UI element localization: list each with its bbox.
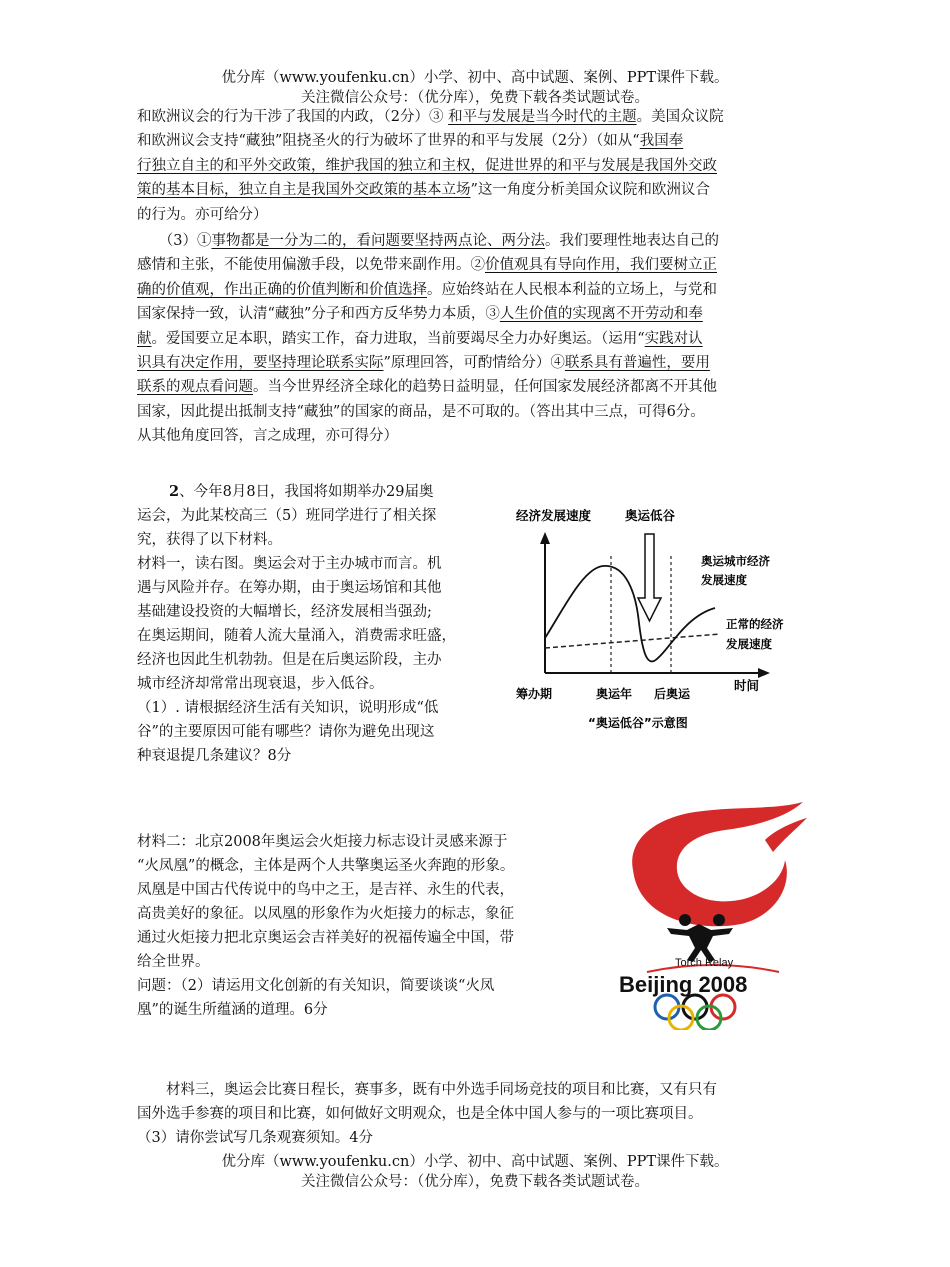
normal-label-line-2: 发展速度: [726, 637, 772, 651]
curve-label-line-1: 奥运城市经济: [701, 554, 770, 568]
valley-label: 奥运低谷: [625, 508, 676, 523]
diagram-caption: “奥运低谷”示意图: [588, 716, 688, 730]
text-line: [137, 229, 719, 253]
text-run: 和欧洲议会的行为干涉了我国的内政，（2分）③: [137, 109, 449, 125]
question-2-line: 2、今年8月8日，我国将如期举办29届奥: [169, 483, 434, 500]
underlined-key-point: 策的基本目标，独立自主是我国外交政策的基本立场: [137, 182, 471, 199]
olympic-valley-diagram: [508, 498, 808, 738]
page-header-top: [0, 68, 950, 108]
text-line: [137, 375, 719, 399]
underlined-key-point: 人生价值的实现离不开劳动和奉: [499, 306, 703, 323]
tick-label-olympic-year: 奥运年: [596, 687, 633, 701]
text-run: 。爱国要立足本职，踏实工作，奋力进取，当前要竭尽全力办好奥运。（运用“: [151, 330, 645, 347]
text-line: [137, 424, 719, 448]
text-line: [137, 253, 719, 277]
text-run: 从其他角度回答，言之成理，亦可得分）: [137, 428, 398, 445]
text-line: [137, 129, 724, 153]
text-line: [137, 351, 719, 375]
underlined-key-point: 联系的观点看问题: [137, 379, 253, 396]
text-run: 。当今世界经济全球化的趋势日益明显，任何国家发展经济都离不开其他: [253, 379, 717, 396]
text-run: 国家，因此提出抵制支持“藏独”的国家的商品，是不可取的。（答出其中三点，可得6分。: [137, 403, 705, 420]
underlined-key-point: 献: [137, 330, 152, 347]
tick-label-preparation: 筹办期: [516, 687, 553, 701]
page-footer: [0, 1152, 950, 1192]
beijing-2008-wordmark: Beijing 2008: [619, 972, 748, 997]
text-line: [137, 278, 719, 302]
text-line: [137, 203, 724, 227]
underlined-key-point: 识具有决定作用，要坚持理论联系实际: [137, 354, 384, 371]
text-line: [137, 178, 724, 202]
underlined-key-point: 事物都是一分为二的，看问题要坚持两点论、两分法: [211, 233, 545, 249]
text-line: [137, 105, 724, 129]
torch-relay-wordmark: Torch Relay: [675, 957, 734, 969]
header-line-2: 关注微信公众号：（优分库），免费下载各类试题试卷。: [301, 90, 649, 106]
text-run: ”这一角度分析美国众议院和欧洲议合: [470, 182, 710, 199]
olympic-rings-icon: [655, 995, 735, 1030]
y-axis-label: 经济发展速度: [516, 508, 592, 523]
text-run: 的行为。亦可给分）: [137, 206, 268, 223]
question-2: 2、今年8月8日，我国将如期举办29届奥 运会，为此某校高三（5）班同学进行了相关探 究，获得了以下材料。 材料一，读右图。奥运会对于主办城市而言。机 遇与风险并存。在筹办期，由于奥运场馆和其他 基础建设投资的大幅增长，经济发展相当强劲; 在奥运期间，随着人流大量涌入，消费需求旺盛， 经济也因此生机勃勃。但是在后奥运阶段，主办 城市经济却常常出现衰退，步入低谷。 （1）. 请根据经济生活有关知识，说明形成“低 谷”的主要原因可能有哪些？请你为避免出现这 种衰退提几条建议？8分: [137, 480, 507, 768]
text-run: （3）①: [137, 233, 212, 249]
header-line-1: 优分库（www.youfenku.cn）小学、初中、高中试题、案例、PPT课件下载。: [221, 70, 729, 86]
underlined-key-point: 联系具有普遍性，要用: [564, 354, 710, 371]
underlined-key-point: 行独立自主的和平外交政策，维护我国的独立和主权，促进世界的和平与发展是我国外交政: [137, 157, 717, 174]
footer-line-1: 优分库（www.youfenku.cn）小学、初中、高中试题、案例、PPT课件下载。: [221, 1154, 729, 1170]
text-line: [137, 400, 719, 424]
text-run: 。应始终站在人民根本利益的立场上，与党和: [427, 281, 717, 298]
tick-label-post-olympic: 后奥运: [654, 687, 691, 701]
curve-label-line-2: 发展速度: [701, 573, 747, 587]
text-line: [137, 327, 719, 351]
underlined-key-point: 价值观具有导向作用，我们要树立正: [485, 257, 717, 274]
underlined-key-point: 和平与发展是当今时代的主题: [448, 109, 637, 125]
text-run: 。我们要理性地表达自己的: [544, 233, 719, 249]
answer-continuation: [137, 105, 724, 227]
answer-point-3: [137, 229, 719, 449]
material-2: 材料二：北京2008年奥运会火炬接力标志设计灵感来源于 “火凤凰”的概念，主体是两个人共擎奥运圣火奔跑的形象。 凤凰是中国古代传说中的鸟中之王，是吉祥、永生的代表， 高贵美好的象征。以凤凰的形象作为火炬接力的标志，象征 通过火炬接力把北京奥运会吉祥美好的祝福传遍全中国，带 给全世界。 问题：（2）请运用文化创新的有关知识，简要谈谈“火凤 凰”的诞生所蕴涵的道理。6分: [137, 834, 515, 1018]
question-number: 2: [169, 483, 180, 500]
text-run: 国家保持一致，认清“藏独”分子和西方反华势力本质，③: [137, 306, 500, 323]
flame-tip-icon: [765, 818, 807, 852]
text-line: [137, 302, 719, 326]
normal-label-line-1: 正常的经济: [726, 617, 784, 631]
text-line: [137, 154, 724, 178]
text-run: 。美国众议院: [636, 109, 724, 125]
material-3: 材料三，奥运会比赛日程长，赛事多，既有中外选手同场竞技的项目和比赛，又有只有 国外选手参赛的项目和比赛，如何做好文明观众，也是全体中国人参与的一项比赛项目。 （3）请你尝试写几条观赛须知。4分: [137, 1082, 717, 1146]
underlined-key-point: 我国奉: [639, 133, 684, 150]
text-run: 感情和主张，不能使用偏激手段，以免带来副作用。②: [137, 257, 485, 274]
torch-relay-logo: [615, 800, 810, 1030]
footer-line-2: 关注微信公众号：（优分库），免费下载各类试题试卷。: [301, 1174, 649, 1190]
underlined-key-point: 确的价值观，作出正确的价值判断和价值选择: [137, 281, 427, 298]
text-run: ”原理回答，可酌情给分）④: [383, 354, 565, 371]
phoenix-flame-icon: [632, 802, 803, 926]
underlined-key-point: 实践对认: [644, 330, 703, 347]
x-axis-label: 时间: [734, 678, 760, 693]
text-run: 和欧洲议会支持“藏独”阻挠圣火的行为破坏了世界的和平与发展（2分）（如从“: [137, 133, 640, 150]
